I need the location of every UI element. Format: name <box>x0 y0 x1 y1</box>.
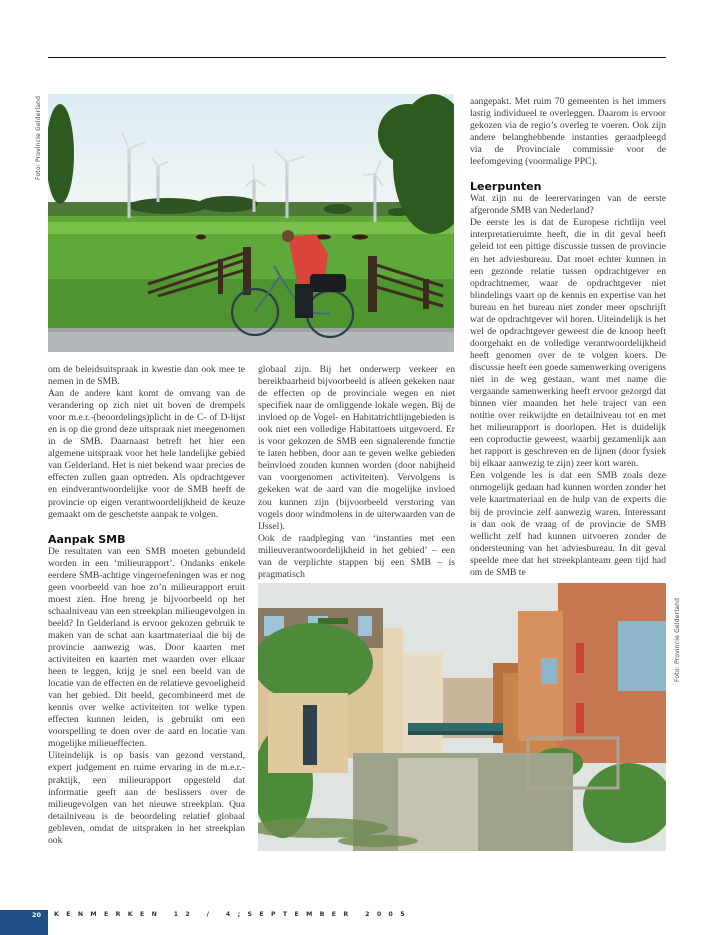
paragraph: Een volgende les is dat een SMB zoals deze onmogelijk gedaan had kunnen worden zonder het vele kaartmateriaal en de hulp van de experts die bij de provincie zelf aanwezig waren. Interessant is dan ook de vraag of de provincie de SMB wellicht zelf had kunnen uitvoeren zonder de ondersteuning van het adviesbureau. In dit geval speelde mee dat het streekplanteam geen tijd had om de SMB te <box>470 470 666 578</box>
photo-canal-image <box>258 583 666 851</box>
paragraph: Wat zijn nu de leerervaringen van de eerste afgeronde SMB van Nederland? <box>470 193 666 217</box>
section-heading-leerpunten: Leerpunten <box>470 180 542 194</box>
paragraph: De resultaten van een SMB moeten gebundeld worden in een ‘milieurapport’. Ondanks enkele eerdere SMB-achtige vingeroefeningen was er nog geen voorbeeld van hoe zo’n milieurapport eruit moest zien. Hoe breng je bijvoorbeeld op het schaalniveau van een streekplan milieugevolgen in beeld? In Gelderland is ervoor gekozen gebruik te maken van de schat aan kaartmateriaal die bij de provincie aanwezig was. Door kaarten met activiteiten en kaarten met waarden over elkaar heen te leggen, krijg je snel een beeld van de locatie van de effecten en de relatieve gevoeligheid van het gebied. Dit beeld, gecombineerd met de kennis over welke activiteiten tot welke typen effecten kunnen leiden, is gebruikt om een voorspelling te doen over de aard en locatie van mogelijke milieueffecten. <box>48 545 245 750</box>
photo-cyclist-wind-turbines <box>48 94 454 352</box>
article-column-2 <box>258 364 455 581</box>
paragraph: Aan de andere kant komt de omvang van de verandering op zich niet uit boven de drempels voor m.e.r.-(beoordelings)plicht in de C- of D-lijst en is op die grond deze uitspraak niet meegenomen in de SMB. Daarnaast betreft het hier een algemene uitspraak voor het hele landelijke gebied van Gelderland. Het is niet bekend waar precies de effecten zullen gaan optreden. Als opdrachtgever en eindverantwoordelijke voor de SMB heeft de provincie op eigen verantwoordelijkheid de keuze gemaakt om de geschetste aanpak te volgen. <box>48 388 245 520</box>
section-heading-aanpak-smb: Aanpak SMB <box>48 532 126 546</box>
paragraph: aangepakt. Met ruim 70 gemeenten is het immers lastig individueel te overleggen. Daarom is ervoor gekozen via de regio’s overleg te voeren. Ook zijn andere belanghebbende instanties geraadpleegd via de Provinciale commissie voor de leefomgeving (voormalige PPC). <box>470 96 666 168</box>
paragraph: globaal zijn. Bij het onderwerp verkeer en bereikbaarheid bijvoorbeeld is alleen gekeken naar de effecten op de provinciale wegen en niet specifiek naar de omliggende lokale wegen. Bij de invloed op de Vogel- en Habitatrichtlijngebieden is ook niet een volledige Habitattoets uitgevoerd. Er is voor gekozen de SMB een signalerende functie te laten hebben, door aan te geven welke gebieden beïnvloed zouden kunnen worden (door nabijheid van voorgenomen activiteiten). Vervolgens is gekeken wat de aard van die mogelijke invloed zou kunnen zijn (bijvoorbeeld verstoring van vogels door windmolens in de uiterwaarden van de IJssel). <box>258 364 455 532</box>
photo-credit-top: Foto: Provincie Gelderland <box>35 95 42 180</box>
header-rule <box>48 57 666 58</box>
page-number: 20 <box>32 911 42 919</box>
photo-cyclist-image <box>48 94 454 352</box>
paragraph: om de beleidsuitspraak in kwestie dan ook mee te nemen in de SMB. <box>48 364 245 388</box>
paragraph: Ook de raadpleging van ‘instanties met een milieuverantwoordelijkheid in het gebied’ – een van de verplichte stappen bij een SMB – is pragmatisch <box>258 532 455 580</box>
article-column-1 <box>48 364 245 847</box>
footer-publication-info: KENMERKEN 12 / 4;SEPTEMBER 2005 <box>54 911 412 918</box>
photo-canal-houses <box>258 583 666 851</box>
photo-credit-bottom: Foto: Provincie Gelderland <box>674 597 681 682</box>
paragraph: De eerste les is dat de Europese richtlijn veel interpretatieruimte heeft, die in dit geval heeft geleid tot een pittige discussie tussen de provincie en het adviesbureau. Dat moet echter kunnen in een gezonde relatie tussen opdrachtgever en opdrachtnemer, waar de opdrachtgever niet blindelings vaart op de kennis en expertise van het bureau en het bureau niet zonder meer opschrijft wat de opdrachtgever wil horen. Uiteindelijk is het wel de opdrachtgever geweest die de knoop heeft doorgehakt en de volledige verantwoordelijkheid heeft genomen over de te volgen koers. De discussie heeft een goede samenwerking overigens niet in de weg gestaan, want met name die vergaande samenwerking heeft ervoor gezorgd dat binnen vier maanden het hele traject van een notitie over reikwijdte en detailniveau tot en met het milieurapport is doorlopen. Het is duidelijk een coproductie geweest, waarbij gezamenlijk aan het rapport is geschreven en de lijnen (door fysiek bij elkaar aanwezig te zijn) zeer kort waren. <box>470 217 666 470</box>
paragraph: Uiteindelijk is op basis van gezond verstand, expert judgement en ruime ervaring in de m.e.r.-praktijk, een milieurapport opgesteld dat informatie geeft aan de beslissers over de milieugevolgen van het nieuwe streekplan. Qua detailniveau is de beoordeling relatief globaal gebleven, omdat de uitspraken in het streekplan ook <box>48 750 245 846</box>
article-column-3 <box>470 96 666 579</box>
